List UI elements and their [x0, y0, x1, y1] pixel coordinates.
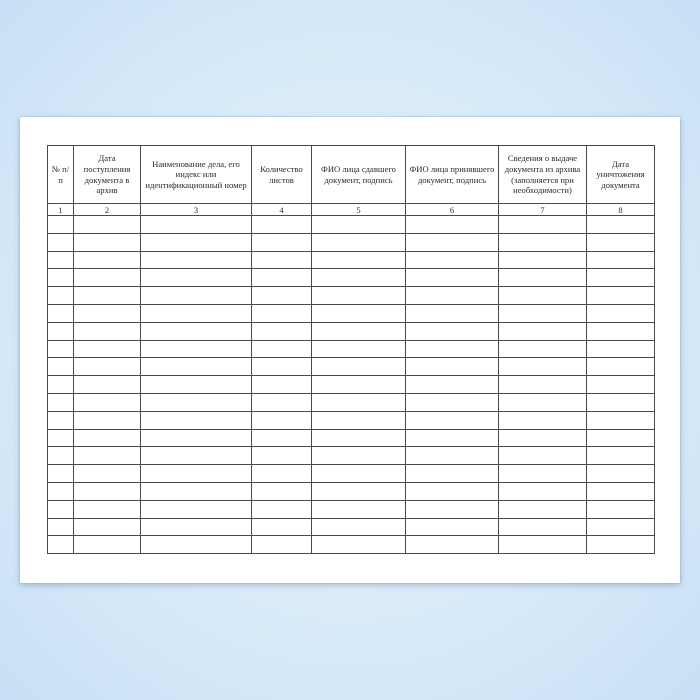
empty-cell — [499, 269, 587, 287]
empty-cell — [587, 393, 655, 411]
column-number: 6 — [406, 204, 499, 216]
empty-cell — [252, 304, 312, 322]
header-cell-row-number: № п/п — [48, 146, 74, 204]
empty-cell — [252, 447, 312, 465]
empty-cell — [74, 393, 141, 411]
empty-cell — [406, 251, 499, 269]
empty-cell — [48, 251, 74, 269]
empty-cell — [74, 358, 141, 376]
empty-cell — [312, 518, 406, 536]
empty-cell — [406, 287, 499, 305]
empty-cell — [252, 411, 312, 429]
empty-cell — [74, 518, 141, 536]
table-row — [48, 287, 655, 305]
empty-cell — [141, 500, 252, 518]
empty-cell — [312, 465, 406, 483]
empty-cell — [141, 482, 252, 500]
column-number: 8 — [587, 204, 655, 216]
empty-cell — [252, 322, 312, 340]
empty-cell — [406, 216, 499, 234]
empty-cell — [312, 376, 406, 394]
empty-cell — [48, 233, 74, 251]
header-cell-sheet-count: Количество листов — [252, 146, 312, 204]
empty-cell — [587, 518, 655, 536]
empty-cell — [252, 429, 312, 447]
empty-cell — [406, 500, 499, 518]
empty-cell — [499, 500, 587, 518]
empty-cell — [587, 376, 655, 394]
empty-cell — [406, 376, 499, 394]
empty-cell — [499, 393, 587, 411]
empty-cell — [252, 465, 312, 483]
empty-cell — [74, 322, 141, 340]
empty-cell — [74, 251, 141, 269]
empty-cell — [406, 269, 499, 287]
empty-cell — [406, 233, 499, 251]
empty-cell — [74, 447, 141, 465]
table-row — [48, 216, 655, 234]
header-cell-submitted-by: ФИО лица сдавшего документ, подпись — [312, 146, 406, 204]
empty-cell — [499, 447, 587, 465]
table-row — [48, 465, 655, 483]
empty-cell — [312, 251, 406, 269]
header-cell-case-name: Наименование дела, его индекс или идентификационный номер — [141, 146, 252, 204]
empty-cell — [74, 376, 141, 394]
empty-cell — [312, 322, 406, 340]
empty-cell — [406, 358, 499, 376]
empty-cell — [252, 518, 312, 536]
empty-cell — [406, 465, 499, 483]
column-number: 7 — [499, 204, 587, 216]
table-row — [48, 358, 655, 376]
table-row — [48, 233, 655, 251]
empty-cell — [48, 518, 74, 536]
empty-cell — [312, 500, 406, 518]
empty-cell — [406, 518, 499, 536]
table-row — [48, 518, 655, 536]
empty-cell — [312, 429, 406, 447]
empty-cell — [587, 322, 655, 340]
empty-cell — [48, 465, 74, 483]
column-number-row — [48, 204, 655, 216]
empty-cell — [252, 358, 312, 376]
empty-cell — [499, 216, 587, 234]
empty-cell — [587, 536, 655, 554]
empty-cell — [499, 482, 587, 500]
empty-cell — [252, 376, 312, 394]
empty-cell — [406, 340, 499, 358]
empty-cell — [48, 482, 74, 500]
empty-cell — [74, 269, 141, 287]
empty-cell — [499, 376, 587, 394]
empty-cell — [312, 536, 406, 554]
header-cell-receipt-date: Дата поступления документа в архив — [74, 146, 141, 204]
empty-cell — [587, 287, 655, 305]
empty-cell — [252, 269, 312, 287]
empty-cell — [587, 358, 655, 376]
empty-cell — [312, 340, 406, 358]
empty-cell — [74, 233, 141, 251]
empty-cell — [74, 465, 141, 483]
empty-cell — [312, 216, 406, 234]
empty-cell — [312, 358, 406, 376]
empty-cell — [587, 340, 655, 358]
empty-cell — [406, 393, 499, 411]
empty-cell — [312, 233, 406, 251]
empty-cell — [74, 287, 141, 305]
header-cell-issue-info: Сведения о выдаче документа из архива (заполняется при необходимости) — [499, 146, 587, 204]
empty-cell — [252, 233, 312, 251]
empty-cell — [312, 411, 406, 429]
empty-cell — [499, 465, 587, 483]
table-row — [48, 411, 655, 429]
empty-cell — [587, 500, 655, 518]
empty-cell — [48, 411, 74, 429]
empty-cell — [312, 269, 406, 287]
empty-cell — [499, 340, 587, 358]
empty-cell — [48, 429, 74, 447]
table-row — [48, 393, 655, 411]
header-cell-destruction-date: Дата уничтожения документа — [587, 146, 655, 204]
empty-cell — [499, 536, 587, 554]
empty-cell — [252, 482, 312, 500]
empty-cell — [48, 304, 74, 322]
table-row — [48, 500, 655, 518]
empty-cell — [48, 500, 74, 518]
empty-cell — [74, 500, 141, 518]
empty-cell — [499, 429, 587, 447]
column-number: 2 — [74, 204, 141, 216]
empty-cell — [587, 251, 655, 269]
empty-cell — [48, 340, 74, 358]
empty-cell — [48, 216, 74, 234]
empty-cell — [141, 358, 252, 376]
empty-cell — [74, 340, 141, 358]
table-row — [48, 322, 655, 340]
empty-cell — [406, 482, 499, 500]
archive-register-table — [47, 145, 655, 554]
empty-cell — [499, 358, 587, 376]
empty-cell — [141, 251, 252, 269]
empty-cell — [141, 287, 252, 305]
empty-cell — [252, 393, 312, 411]
empty-cell — [587, 233, 655, 251]
empty-cell — [74, 482, 141, 500]
empty-cell — [406, 304, 499, 322]
empty-cell — [252, 500, 312, 518]
column-number: 4 — [252, 204, 312, 216]
empty-cell — [312, 482, 406, 500]
empty-cell — [141, 304, 252, 322]
journal-sheet — [20, 117, 680, 583]
empty-cell — [141, 536, 252, 554]
empty-cell — [48, 376, 74, 394]
empty-cell — [499, 287, 587, 305]
empty-cell — [587, 429, 655, 447]
table-row — [48, 429, 655, 447]
empty-cell — [141, 340, 252, 358]
empty-cell — [74, 216, 141, 234]
empty-cell — [48, 393, 74, 411]
empty-cell — [141, 233, 252, 251]
empty-cell — [499, 411, 587, 429]
empty-cell — [406, 447, 499, 465]
empty-cell — [48, 536, 74, 554]
empty-cell — [141, 269, 252, 287]
empty-cell — [406, 411, 499, 429]
empty-cell — [499, 251, 587, 269]
column-number: 3 — [141, 204, 252, 216]
empty-cell — [48, 322, 74, 340]
table-row — [48, 376, 655, 394]
empty-cell — [312, 304, 406, 322]
table-row — [48, 536, 655, 554]
empty-cell — [499, 233, 587, 251]
empty-cell — [252, 251, 312, 269]
empty-cell — [252, 216, 312, 234]
empty-cell — [587, 304, 655, 322]
empty-cell — [587, 465, 655, 483]
empty-cell — [587, 269, 655, 287]
empty-cell — [141, 429, 252, 447]
empty-cell — [141, 447, 252, 465]
empty-cell — [74, 304, 141, 322]
empty-cell — [141, 411, 252, 429]
empty-cell — [252, 287, 312, 305]
header-row — [48, 146, 655, 204]
empty-cell — [587, 411, 655, 429]
empty-cell — [406, 429, 499, 447]
empty-cell — [141, 322, 252, 340]
empty-cell — [587, 447, 655, 465]
table-row — [48, 340, 655, 358]
empty-cell — [48, 447, 74, 465]
empty-cell — [312, 447, 406, 465]
empty-cell — [499, 304, 587, 322]
empty-cell — [312, 287, 406, 305]
table-row — [48, 482, 655, 500]
header-cell-received-by: ФИО лица принявшего документ, подпись — [406, 146, 499, 204]
empty-cell — [141, 465, 252, 483]
empty-cell — [141, 376, 252, 394]
column-number: 1 — [48, 204, 74, 216]
empty-cell — [141, 393, 252, 411]
empty-cell — [499, 518, 587, 536]
table-row — [48, 251, 655, 269]
empty-cell — [499, 322, 587, 340]
empty-cell — [48, 269, 74, 287]
table-row — [48, 269, 655, 287]
empty-cell — [406, 322, 499, 340]
empty-cell — [406, 536, 499, 554]
empty-cell — [312, 393, 406, 411]
empty-cell — [252, 536, 312, 554]
table-row — [48, 304, 655, 322]
empty-cell — [587, 216, 655, 234]
empty-cell — [141, 518, 252, 536]
empty-cell — [74, 429, 141, 447]
empty-cell — [48, 358, 74, 376]
empty-cell — [141, 216, 252, 234]
empty-cell — [74, 411, 141, 429]
empty-cell — [48, 287, 74, 305]
empty-cell — [587, 482, 655, 500]
empty-cell — [74, 536, 141, 554]
table-row — [48, 447, 655, 465]
empty-cell — [252, 340, 312, 358]
column-number: 5 — [312, 204, 406, 216]
